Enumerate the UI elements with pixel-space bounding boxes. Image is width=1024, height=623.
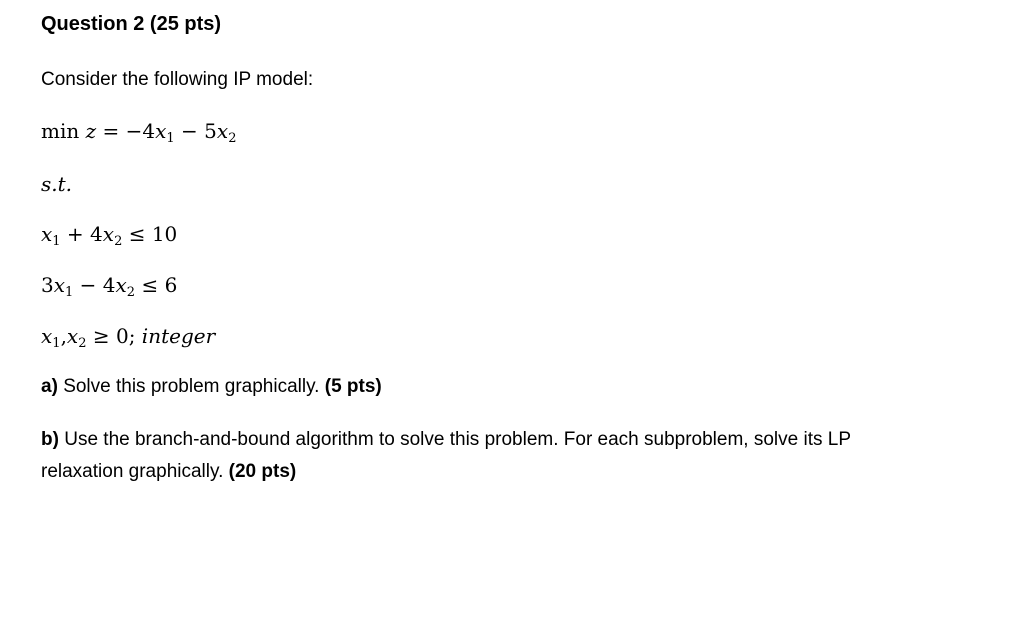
relation-sign: ≤ [141,273,159,297]
subscript: 2 [228,131,237,146]
variable: x [66,324,79,348]
part-a-label: a) [41,376,58,397]
constraint-2 [41,273,178,300]
subscript: 1 [52,234,61,249]
part-a [41,375,382,399]
part-b-line-1 [41,428,851,452]
part-b-text-continued: relaxation graphically. [41,461,224,482]
subscript: 2 [114,234,123,249]
subject-to-label: s.t. [41,172,73,196]
objective-function [41,119,237,146]
comma: , [60,324,67,348]
constraint-1 [41,222,178,249]
subscript: 1 [65,285,74,300]
relation-sign: ≤ [128,222,146,246]
equals-sign: = [102,119,120,143]
part-a-text: Solve this problem graphically. [63,376,320,397]
subscript: 1 [166,131,175,146]
coefficient: 5 [204,119,217,143]
variable: x [115,273,127,297]
part-b-label: b) [41,429,59,450]
part-a-points: (5 pts) [324,376,382,397]
subscript: 2 [78,336,87,351]
relation-sign: ≥ [92,324,110,348]
min-operator: min [41,119,80,143]
coefficient: −4 [125,119,156,143]
subscript: 2 [126,285,136,300]
minus-sign: − [181,119,198,143]
integer-label: integer [141,324,216,348]
part-b-line-2 [41,460,296,484]
part-b-points: (20 pts) [228,461,297,482]
part-b-text: Use the branch-and-bound algorithm to solve this problem. For each subproblem, solve its LP [64,429,852,450]
variable: x [155,119,167,143]
plus-sign: + [66,222,84,246]
model-intro: Consider the following IP model: [41,69,314,90]
variable: x [53,273,66,297]
coefficient: 4 [90,222,103,246]
right-hand-side: 6 [164,273,178,297]
coefficient: 3 [41,273,54,297]
variable: x [41,324,53,348]
variable: x [216,119,229,143]
variable: x [41,222,53,246]
subscript: 1 [52,336,61,351]
coefficient: 4 [102,273,116,297]
variable: x [102,222,115,246]
nonnegativity-constraint [41,324,216,351]
right-hand-side: 10 [151,222,178,246]
minus-sign: − [79,273,97,297]
right-hand-side: 0; [115,324,136,348]
objective-variable: z [85,119,97,143]
question-title: Question 2 (25 pts) [41,13,222,35]
